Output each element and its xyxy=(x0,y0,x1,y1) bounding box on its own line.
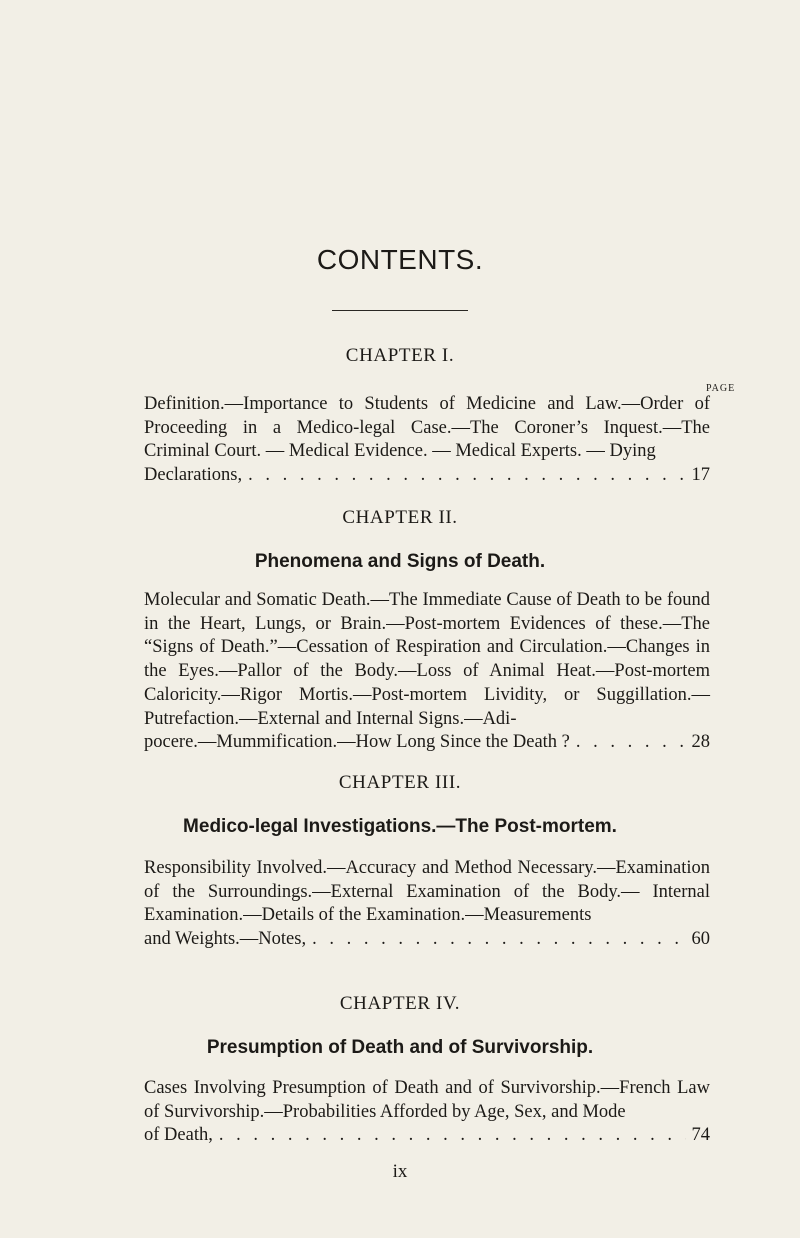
chapter-heading: CHAPTER III. xyxy=(338,772,462,793)
entry-lead: pocere.—Mummification.—How Long Since the Death ? xyxy=(144,732,570,753)
entry-last-line xyxy=(144,731,710,755)
page-number: 28 xyxy=(691,732,710,753)
page-number: 17 xyxy=(691,465,710,486)
chapter-heading: CHAPTER IV. xyxy=(339,993,461,1014)
page-folio: ix xyxy=(392,1161,408,1182)
chapter-heading: CHAPTER I. xyxy=(345,345,455,366)
chapter-entry xyxy=(144,393,710,488)
chapter-entry xyxy=(144,857,710,952)
entry-last-line xyxy=(144,1124,710,1148)
page-column-label: PAGE xyxy=(706,383,736,394)
chapter-heading: CHAPTER II. xyxy=(342,507,458,528)
entry-last-line xyxy=(144,928,710,952)
entry-last-line xyxy=(144,464,710,488)
title-rule xyxy=(332,310,468,311)
leader-dots xyxy=(248,464,685,488)
page-number: 74 xyxy=(691,1125,710,1146)
entry-text: Definition.—Importance to Students of Medicine and Law.—Order of Proceeding in a Medico-legal Case.—The Coroner’s Inquest.—The Criminal Court. — Medical Evidence. — Medical Experts. — Dying xyxy=(144,394,710,462)
entry-text: Molecular and Somatic Death.—The Immediate Cause of Death to be found in the Heart, Lungs, or Brain.—Post-mortem Evidences of these.—The “Signs of Death.”—Cessation of Respiration and Circulation.—Changes in the Eyes.—Pallor of the Body.—Loss of Animal Heat.—Post-mortem Caloricity.—Rigor Mortis.—Post-mortem Lividity, or Suggillation.—Putrefaction.—External and Internal Signs.—Adi- xyxy=(144,590,710,729)
chapter-subtitle: Presumption of Death and of Survivorship. xyxy=(206,1037,594,1058)
page-number: 60 xyxy=(691,929,710,950)
page-title: CONTENTS. xyxy=(316,244,484,275)
chapter-entry xyxy=(144,589,710,755)
entry-lead: and Weights.—Notes, xyxy=(144,929,307,950)
leader-dots xyxy=(219,1124,686,1148)
entry-text: Cases Involving Presumption of Death and of Survivorship.—French Law of Survivorship.—Probabilities Afforded by Age, Sex, and Mode xyxy=(144,1078,710,1122)
leader-dots xyxy=(576,731,686,755)
chapter-subtitle: Phenomena and Signs of Death. xyxy=(254,551,546,572)
chapter-subtitle: Medico-legal Investigations.—The Post-mortem. xyxy=(183,816,617,837)
chapter-entry xyxy=(144,1077,710,1148)
leader-dots xyxy=(312,928,685,952)
entry-lead: of Death, xyxy=(144,1125,213,1146)
entry-lead: Declarations, xyxy=(144,465,243,486)
entry-text: Responsibility Involved.—Accuracy and Method Necessary.—Examination of the Surroundings.—External Examination of the Body.— Internal Examination.—Details of the Examination.—Measurements xyxy=(144,858,710,926)
